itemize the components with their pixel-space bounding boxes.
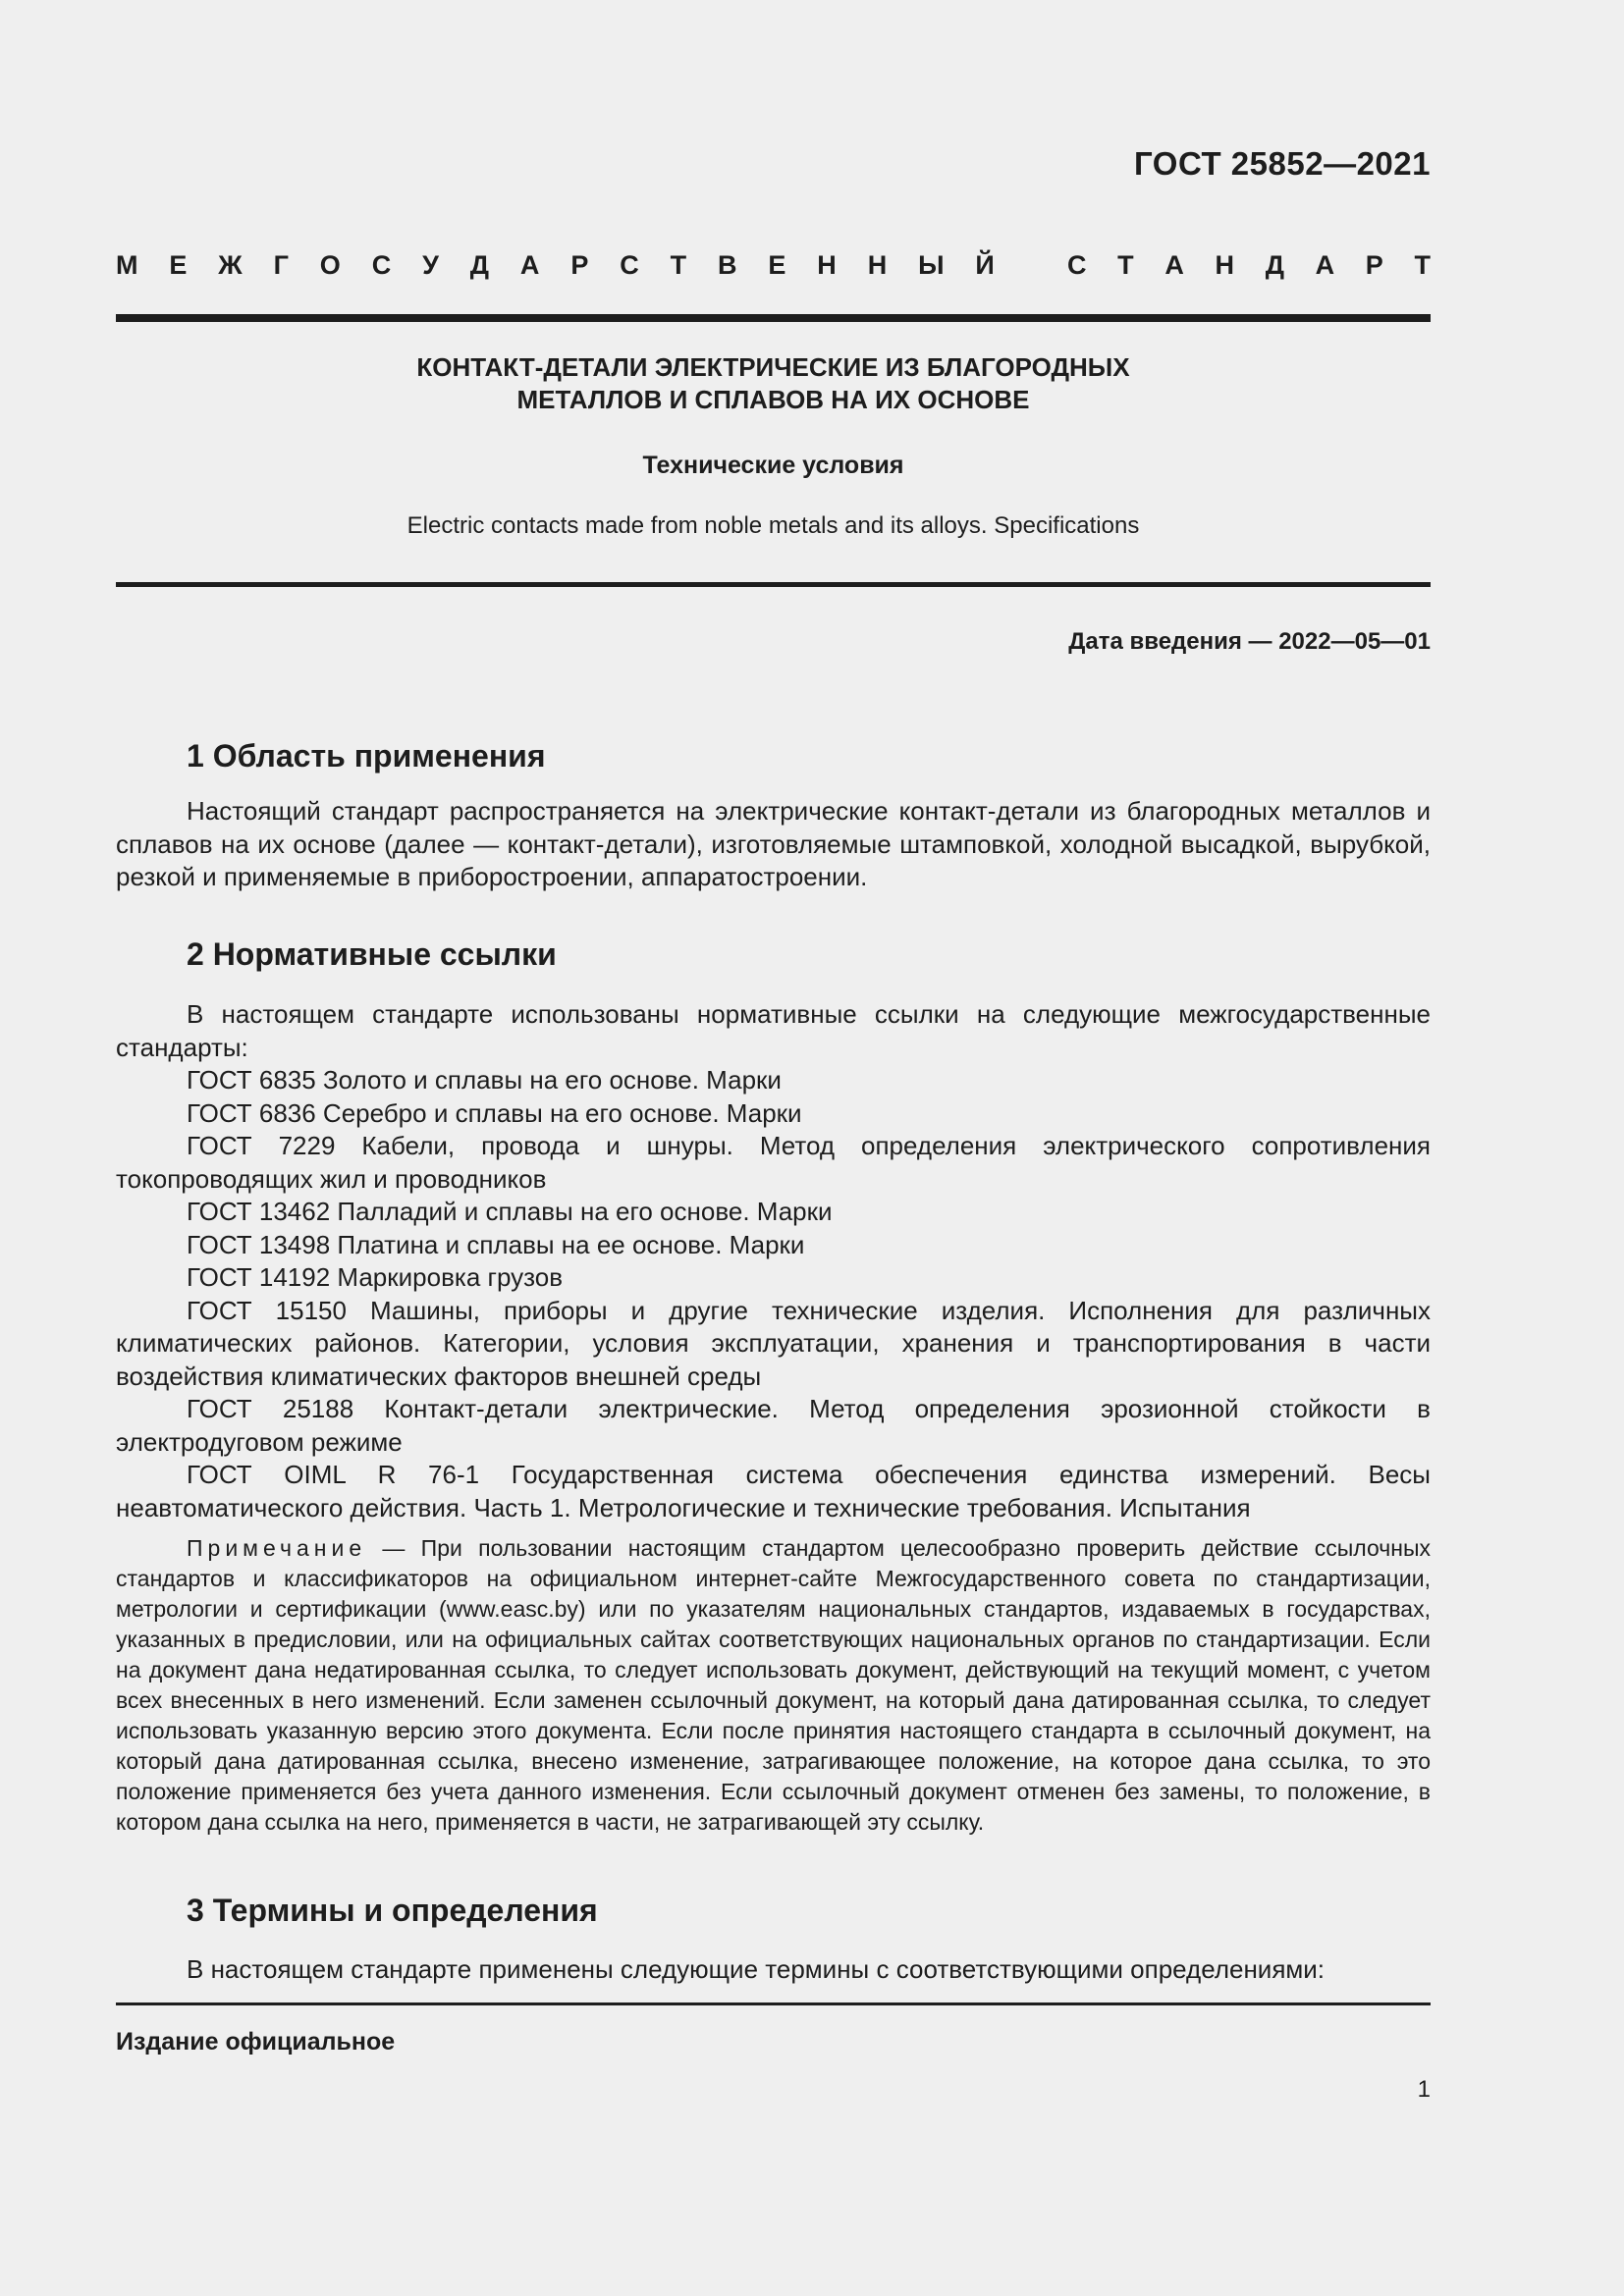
section-1-paragraph: Настоящий стандарт распространяется на электрические контакт-детали из благородных металлов и сплавов на их основе (далее — контакт-детали), изготовляемые штамповкой, холодной высадкой, вырубкой, резкой и применяемые в приборостроении, аппаратостроении. [116,796,1431,891]
letter: Н [817,250,837,280]
letter: Е [169,250,188,280]
letter: Т [1117,250,1134,280]
letter: А [519,250,540,280]
reference-item: ГОСТ 13462 Палладий и сплавы на его основе. Марки [187,1197,833,1226]
letter: Ы [918,250,945,280]
footer-rule [116,2002,1431,2005]
letter: В [718,250,737,280]
letter: С [1067,250,1087,280]
note-label: Примечание [187,1535,367,1561]
letter: У [422,250,439,280]
letter: Ж [218,250,243,280]
letter: Н [1215,250,1235,280]
reference-item: ГОСТ 6836 Серебро и сплавы на его основе. Марки [187,1097,802,1128]
section-1-heading: 1 Область применения [187,738,546,774]
letter: М [116,250,138,280]
letter: Н [867,250,888,280]
standard-kind-word-standard [1067,250,1431,281]
letter: А [1164,250,1184,280]
reference-item: ГОСТ 6835 Золото и сплавы на его основе. Марки [187,1065,782,1095]
letter: Т [1414,250,1431,280]
title-line-2: МЕТАЛЛОВ И СПЛАВОВ НА ИХ ОСНОВЕ [516,385,1030,414]
section-2-heading: 2 Нормативные ссылки [187,936,557,972]
standard-kind-word-interstate [116,250,995,281]
reference-item: ГОСТ 15150 Машины, приборы и другие технические изделия. Исполнения для различных климатических районов. Категории, условия эксплуатации, хранения и транспортирования в части воздействия климатических факторов внешней среды [116,1295,1431,1391]
section-1-text [116,795,1431,894]
document-title [116,351,1431,416]
reference-item: ГОСТ 25188 Контакт-детали электрические. Метод определения эрозионной стойкости в электродуговом режиме [116,1394,1431,1457]
note-text: — При пользовании настоящим стандартом целесообразно проверить действие ссылочных стандартов и классификаторов на официальном интернет-сайте Межгосударственного совета по стандартизации, метрологии и сертификации (www.easc.by) или по указателям национальных стандартов, издаваемых в государствах, указанных в предисловии, или на официальных сайтах соответствующих национальных органов по стандартизации. Если на документ дана недатированная ссылка, то следует использовать документ, действующий на текущий момент, с учетом всех внесенных в него изменений. Если заменен ссылочный документ, на который дана датированная ссылка, то следует использовать указанную версию этого документа. Если после принятия настоящего стандарта в ссылочный документ, на который дана датированная ссылка, внесено изменение, затрагивающее положение, на которое дана ссылка, то это положение применяется без учета данного изменения. Если ссылочный документ отменен без замены, то положение, в котором дана ссылка на него, применяется в части, не затрагивающей эту ссылку. [116,1535,1431,1835]
document-page [116,0,1431,2296]
section-2-intro: В настоящем стандарте использованы нормативные ссылки на следующие межгосударственные стандарты: [116,999,1431,1062]
letter: Д [1265,250,1284,280]
letter: С [620,250,639,280]
title-rule [116,582,1431,587]
section-2-text [116,998,1431,1524]
letter: Г [273,250,289,280]
references-note [116,1533,1431,1838]
title-line-1: КОНТАКТ-ДЕТАЛИ ЭЛЕКТРИЧЕСКИЕ ИЗ БЛАГОРОДНЫХ [416,352,1130,382]
section-3-text [116,1953,1431,1987]
letter: Т [670,250,687,280]
reference-item: ГОСТ 13498 Платина и сплавы на ее основе. Марки [187,1229,805,1259]
letter: Е [768,250,786,280]
reference-item: ГОСТ 7229 Кабели, провода и шнуры. Метод определения электрического сопротивления токопроводящих жил и проводников [116,1131,1431,1194]
english-title: Electric contacts made from noble metals and its alloys. Specifications [406,512,1140,539]
document-subtitle: Технические условия [642,452,904,479]
section-3-paragraph: В настоящем стандарте применены следующие термины с соответствующими определениями: [187,1954,1326,1984]
letter: С [371,250,392,280]
section-3-heading: 3 Термины и определения [187,1893,598,1928]
reference-item: ГОСТ 14192 Маркировка грузов [187,1262,564,1292]
official-edition-label: Издание официальное [116,2028,396,2056]
header-rule [116,314,1431,322]
standard-kind [116,250,1431,281]
letter: Й [975,250,995,280]
introduction-date: Дата введения — 2022—05—01 [1068,628,1431,655]
letter: Р [570,250,589,280]
letter: Р [1365,250,1383,280]
letter: А [1315,250,1335,280]
letter: Д [469,250,490,280]
reference-item: ГОСТ OIML R 76-1 Государственная система обеспечения единства измерений. Весы неавтоматического действия. Часть 1. Метрологические и технические требования. Испытания [116,1460,1431,1522]
page-number: 1 [1417,2076,1431,2103]
document-number: ГОСТ 25852—2021 [1134,145,1431,182]
letter: О [319,250,341,280]
